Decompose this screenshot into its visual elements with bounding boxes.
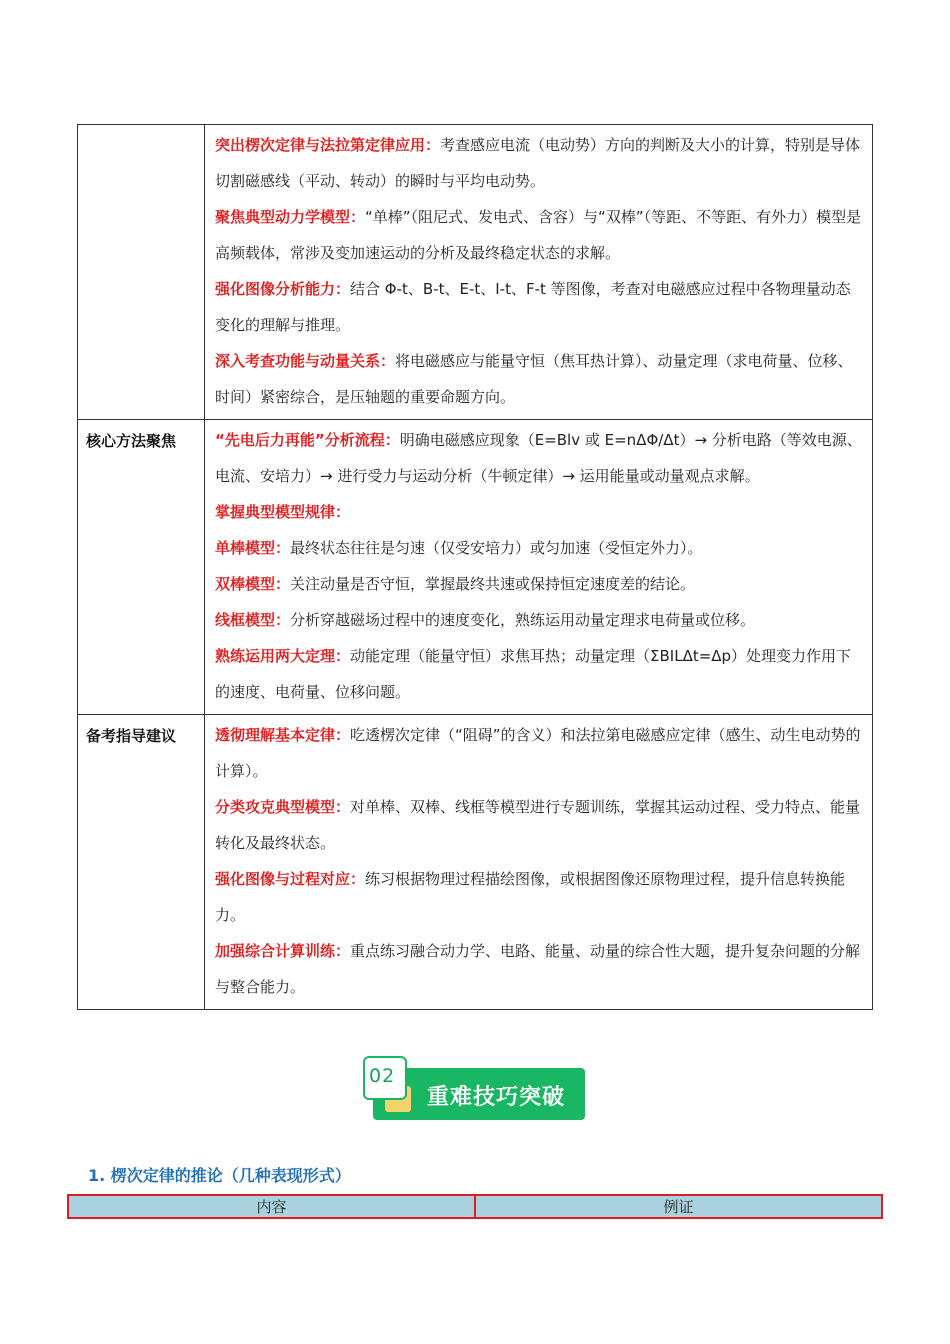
paragraph: [215, 127, 862, 199]
paragraph-text: 关注动量是否守恒，掌握最终共速或保持恒定速度差的结论。: [290, 575, 696, 593]
highlight-label: 加强综合计算训练：: [215, 942, 351, 960]
highlight-label: “先电后力再能”分析流程：: [215, 431, 400, 449]
badge-title: 重难技巧突破: [427, 1085, 566, 1110]
highlight-label: 突出楞次定律与法拉第定律应用：: [215, 136, 441, 154]
highlight-label: 线框模型：: [215, 611, 291, 629]
paragraph: [215, 343, 862, 415]
row-content: [205, 715, 873, 1010]
paragraph: [215, 933, 862, 1005]
highlight-label: 强化图像分析能力：: [215, 280, 351, 298]
highlight-label: 分类攻克典型模型：: [215, 798, 351, 816]
paragraph: [215, 638, 862, 710]
paragraph: [215, 566, 862, 602]
paragraph-text: 明确电磁感应现象（E=Blv 或 E=nΔΦ/Δt）→ 分析电路（等效电源、电流、安培力）→ 进行受力与运动分析（牛顿定律）→ 运用能量或动量观点求解。: [215, 431, 862, 485]
paragraph-text: 动能定理（能量守恒）求焦耳热；动量定理（ΣBILΔt=Δp）处理变力作用下的速度、电荷量、位移问题。: [215, 647, 852, 701]
highlight-label: 熟练运用两大定理：: [215, 647, 351, 665]
badge-number: 02: [369, 1065, 396, 1087]
table-row: [78, 715, 873, 1010]
inference-table: [67, 1194, 883, 1219]
paragraph: [215, 422, 862, 494]
paragraph-text: 练习根据物理过程描绘图像，或根据图像还原物理过程，提升信息转换能力。: [215, 870, 846, 924]
highlight-label: 透彻理解基本定律：: [215, 726, 351, 744]
highlight-label: 聚焦典型动力学模型：: [215, 208, 366, 226]
paragraph-text: 重点练习融合动力学、电路、能量、动量的综合性大题，提升复杂问题的分解与整合能力。: [215, 942, 861, 996]
highlight-label: 掌握典型模型规律：: [215, 503, 351, 521]
header-content: 内容: [68, 1195, 475, 1218]
paragraph-text: 分析穿越磁场过程中的速度变化，熟练运用动量定理求电荷量或位移。: [290, 611, 756, 629]
table-row: [78, 420, 873, 715]
paragraph: [215, 530, 862, 566]
row-content: [205, 125, 873, 420]
highlight-label: 强化图像与过程对应：: [215, 870, 366, 888]
table-row: [78, 125, 873, 420]
summary-table: [77, 124, 873, 1010]
row-label: [78, 125, 205, 420]
paragraph-text: 吃透楞次定律（“阻碍”的含义）和法拉第电磁感应定律（感生、动生电动势的计算）。: [215, 726, 861, 780]
row-label: 核心方法聚焦: [78, 420, 205, 715]
highlight-label: 深入考查功能与动量关系：: [215, 352, 396, 370]
row-label: 备考指导建议: [78, 715, 205, 1010]
paragraph: [215, 271, 862, 343]
paragraph: [215, 199, 862, 271]
paragraph-text: 最终状态往往是匀速（仅受安培力）或匀加速（受恒定外力）。: [290, 539, 703, 557]
highlight-label: 单棒模型：: [215, 539, 291, 557]
paragraph: [215, 717, 862, 789]
paragraph: [215, 789, 862, 861]
row-content: [205, 420, 873, 715]
paragraph: [215, 861, 862, 933]
paragraph-text: 结合 Φ-t、B-t、E-t、I-t、F-t 等图像，考查对电磁感应过程中各物理量动态变化的理解与推理。: [215, 280, 851, 334]
paragraph: [215, 602, 862, 638]
section-heading: 1. 楞次定律的推论（几种表现形式）: [88, 1166, 351, 1185]
highlight-label: 双棒模型：: [215, 575, 291, 593]
header-example: 例证: [475, 1195, 882, 1218]
paragraph-text: 考查感应电流（电动势）方向的判断及大小的计算，特别是导体切割磁感线（平动、转动）的瞬时与平均电动势。: [215, 136, 861, 190]
header-row: [68, 1195, 882, 1218]
paragraph-text: “单棒”（阻尼式、发电式、含容）与“双棒”（等距、不等距、有外力）模型是高频载体，常涉及变加速运动的分析及最终稳定状态的求解。: [215, 208, 862, 262]
paragraph-text: 对单棒、双棒、线框等模型进行专题训练，掌握其运动过程、受力特点、能量转化及最终状态。: [215, 798, 861, 852]
section-badge: [363, 1056, 585, 1120]
paragraph: [215, 494, 862, 530]
paragraph-text: 将电磁感应与能量守恒（焦耳热计算）、动量定理（求电荷量、位移、时间）紧密综合，是压轴题的重要命题方向。: [215, 352, 853, 406]
